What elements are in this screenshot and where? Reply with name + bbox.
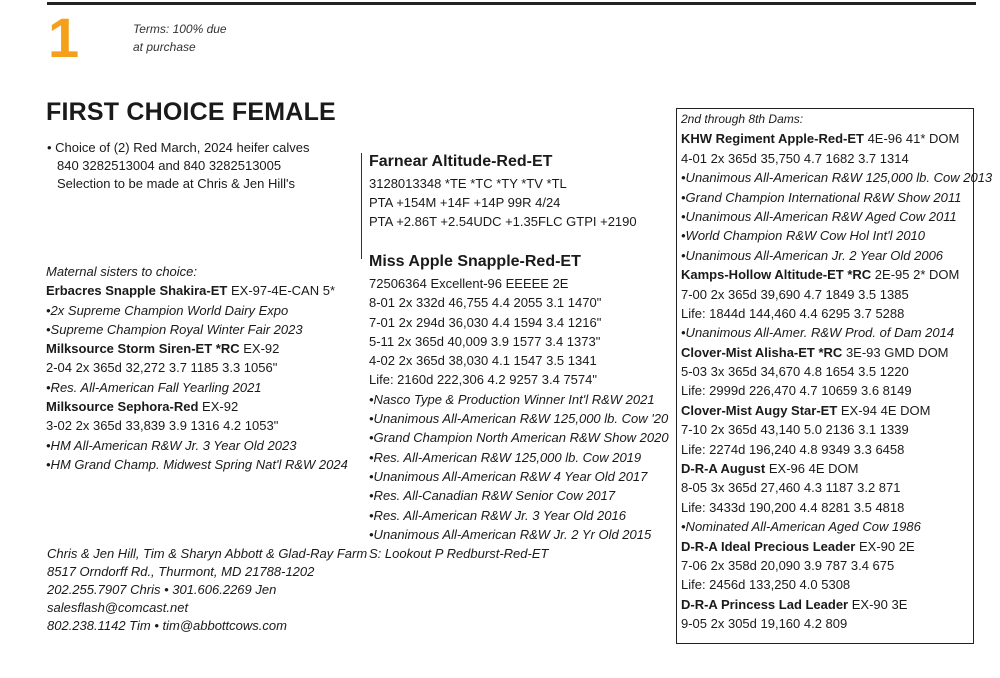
top-rule	[47, 2, 976, 5]
dam-ancestor-line	[681, 129, 992, 148]
dam-note: •Unanimous All-American R&W Jr. 2 Yr Old 2015	[369, 526, 652, 542]
dam-ancestor-line	[681, 537, 992, 556]
dam-ancestor-record: 5-03 3x 365d 34,670 4.8 1654 3.5 1220	[681, 364, 909, 380]
dam-note: •Res. All-American R&W Jr. 3 Year Old 2016	[369, 507, 626, 523]
dam-ancestor-line	[681, 343, 992, 362]
sister-note: •Supreme Champion Royal Winter Fair 2023	[46, 321, 303, 337]
dam-ancestor-record: 8-05 3x 365d 27,460 4.3 1187 3.2 871	[681, 480, 901, 496]
dam-info	[369, 250, 669, 563]
dam-ancestor-classification: EX-90 3E	[848, 596, 908, 612]
sister-name: Milksource Storm Siren-ET *RC	[46, 341, 240, 357]
dam-ancestor-line	[681, 401, 992, 420]
dam-record: 7-01 2x 294d 36,030 4.4 1594 3.4 1216"	[369, 314, 602, 330]
dam-note: •Grand Champion North American R&W Show 2020	[369, 430, 669, 446]
dam-ancestor-name: Clover-Mist Alisha-ET *RC	[681, 344, 843, 360]
consignor-contact	[47, 545, 367, 635]
dam-ancestor-name: KHW Regiment Apple-Red-ET	[681, 131, 864, 147]
choice-line: • Choice of (2) Red March, 2024 heifer calves	[47, 140, 310, 155]
dam-ancestor-classification: EX-90 2E	[855, 538, 915, 554]
sister-record: 3-02 2x 365d 33,839 3.9 1316 4.2 1053"	[46, 418, 279, 434]
terms	[133, 20, 227, 56]
dams-pedigree	[681, 110, 992, 634]
dam-name: Miss Apple Snapple-Red-ET	[369, 253, 581, 270]
sire-name: Farnear Altitude-Red-ET	[369, 153, 553, 170]
sister-name-line	[46, 281, 348, 300]
dam-ancestor-classification: EX-94 4E DOM	[837, 402, 931, 418]
choice-description	[47, 139, 310, 193]
dam-ancestor-note: •Unanimous All-American R&W Aged Cow 2011	[681, 208, 957, 224]
dam-ancestor-note: •Unanimous All-American Jr. 2 Year Old 2006	[681, 247, 944, 263]
sister-name-line	[46, 397, 348, 416]
maternal-sisters	[46, 262, 348, 474]
sister-record: 2-04 2x 365d 32,272 3.7 1185 3.3 1056"	[46, 360, 278, 376]
sister-note: •HM All-American R&W Jr. 3 Year Old 2023	[46, 437, 297, 453]
dam-id-line: 72506364 Excellent-96 EEEEE 2E	[369, 276, 569, 291]
dam-note: •Unanimous All-American R&W 125,000 lb. Cow '20	[369, 411, 669, 427]
dam-record: Life: 2160d 222,306 4.2 9257 3.4 7574"	[369, 372, 597, 388]
dam-ancestor-line	[681, 265, 992, 284]
terms-line: Terms: 100% due	[133, 22, 227, 36]
dam-note: •Res. All-American R&W 125,000 lb. Cow 2019	[369, 449, 642, 465]
sister-note: •2x Supreme Champion World Dairy Expo	[46, 302, 289, 318]
sister-classification: EX-92	[198, 399, 239, 415]
dam-ancestor-name: D-R-A Ideal Precious Leader	[681, 538, 856, 554]
dam-ancestor-name: Clover-Mist Augy Star-ET	[681, 402, 838, 418]
dam-ancestor-note: •Unanimous All-American R&W 125,000 lb. Cow 2013	[681, 170, 993, 186]
dam-ancestor-record: Life: 2274d 196,240 4.8 9349 3.3 6458	[681, 441, 905, 457]
lot-number: 1	[48, 6, 80, 69]
dam-ancestor-record: 7-00 2x 365d 39,690 4.7 1849 3.5 1385	[681, 286, 909, 302]
dam-sire-line: S: Lookout P Redburst-Red-ET	[369, 546, 549, 562]
dam-ancestor-record: Life: 2456d 133,250 4.0 5308	[681, 577, 851, 593]
dam-ancestor-line	[681, 459, 992, 478]
dam-ancestor-record: Life: 1844d 144,460 4.4 6295 3.7 5288	[681, 305, 905, 321]
dam-note: •Unanimous All-American R&W 4 Year Old 2017	[369, 468, 648, 484]
dam-ancestor-record: Life: 3433d 190,200 4.4 8281 3.5 4818	[681, 499, 905, 515]
choice-line: Selection to be made at Chris & Jen Hill's	[57, 176, 296, 191]
contact-line: 8517 Orndorff Rd., Thurmont, MD 21788-1202	[47, 564, 315, 579]
dam-ancestor-name: D-R-A Princess Lad Leader	[681, 596, 849, 612]
sister-name: Erbacres Snapple Shakira-ET	[46, 283, 228, 299]
maternal-heading: Maternal sisters to choice:	[46, 264, 198, 279]
dam-ancestor-note: •World Champion R&W Cow Hol Int'l 2010	[681, 228, 926, 244]
dam-record: 8-01 2x 332d 46,755 4.4 2055 3.1 1470"	[369, 295, 602, 311]
sister-note: •HM Grand Champ. Midwest Spring Nat'l R&W 2024	[46, 456, 348, 472]
dam-note: •Res. All-Canadian R&W Senior Cow 2017	[369, 488, 616, 504]
sire-line: PTA +154M +14F +14P 99R 4/24	[369, 195, 561, 210]
dam-ancestor-record: 4-01 2x 365d 35,750 4.7 1682 3.7 1314	[681, 150, 909, 166]
sister-name-line	[46, 339, 348, 358]
choice-line: 840 3282513004 and 840 3282513005	[57, 158, 282, 173]
contact-line: 202.255.7907 Chris • 301.606.2269 Jen	[47, 582, 277, 597]
contact-line: salesflash@comcast.net	[47, 600, 189, 615]
dam-ancestor-classification: EX-96 4E DOM	[765, 461, 859, 477]
sire-info	[369, 150, 637, 231]
dam-ancestor-classification: 3E-93 GMD DOM	[842, 344, 949, 360]
dam-ancestor-record: Life: 2999d 226,470 4.7 10659 3.6 8149	[681, 383, 912, 399]
dam-note: •Nasco Type & Production Winner Int'l R&W 2021	[369, 391, 655, 407]
dam-ancestor-classification: 2E-95 2* DOM	[871, 267, 960, 283]
sister-classification: EX-92	[239, 341, 280, 357]
terms-line: at purchase	[133, 40, 196, 54]
contact-line: 802.238.1142 Tim • tim@abbottcows.com	[47, 618, 287, 633]
sire-divider	[361, 153, 362, 259]
dam-ancestor-line	[681, 595, 992, 614]
sister-note: •Res. All-American Fall Yearling 2021	[46, 379, 262, 395]
dams-heading: 2nd through 8th Dams:	[681, 112, 804, 126]
sire-line: 3128013348 *TE *TC *TY *TV *TL	[369, 176, 567, 191]
sister-name: Milksource Sephora-Red	[46, 399, 199, 415]
dam-record: 5-11 2x 365d 40,009 3.9 1577 3.4 1373"	[369, 333, 601, 349]
lot-title: FIRST CHOICE FEMALE	[46, 98, 336, 126]
dam-ancestor-note: •Nominated All-American Aged Cow 1986	[681, 519, 921, 535]
dam-ancestor-name: Kamps-Hollow Altitude-ET *RC	[681, 267, 872, 283]
sire-line: PTA +2.86T +2.54UDC +1.35FLC GTPI +2190	[369, 214, 637, 229]
dam-ancestor-classification: 4E-96 41* DOM	[863, 131, 960, 147]
dam-ancestor-record: 7-10 2x 365d 43,140 5.0 2136 3.1 1339	[681, 422, 909, 438]
dam-ancestor-note: •Unanimous All-Amer. R&W Prod. of Dam 2014	[681, 325, 955, 341]
dam-ancestor-record: 7-06 2x 358d 20,090 3.9 787 3.4 675	[681, 557, 895, 573]
contact-line: Chris & Jen Hill, Tim & Sharyn Abbott & Glad-Ray Farm	[47, 546, 368, 561]
dam-record: 4-02 2x 365d 38,030 4.1 1547 3.5 1341	[369, 353, 597, 369]
dam-ancestor-note: •Grand Champion International R&W Show 2011	[681, 189, 962, 205]
sister-classification: EX-97-4E-CAN 5*	[227, 283, 336, 299]
dam-ancestor-name: D-R-A August	[681, 461, 766, 477]
dam-ancestor-record: 9-05 2x 305d 19,160 4.2 809	[681, 616, 848, 632]
